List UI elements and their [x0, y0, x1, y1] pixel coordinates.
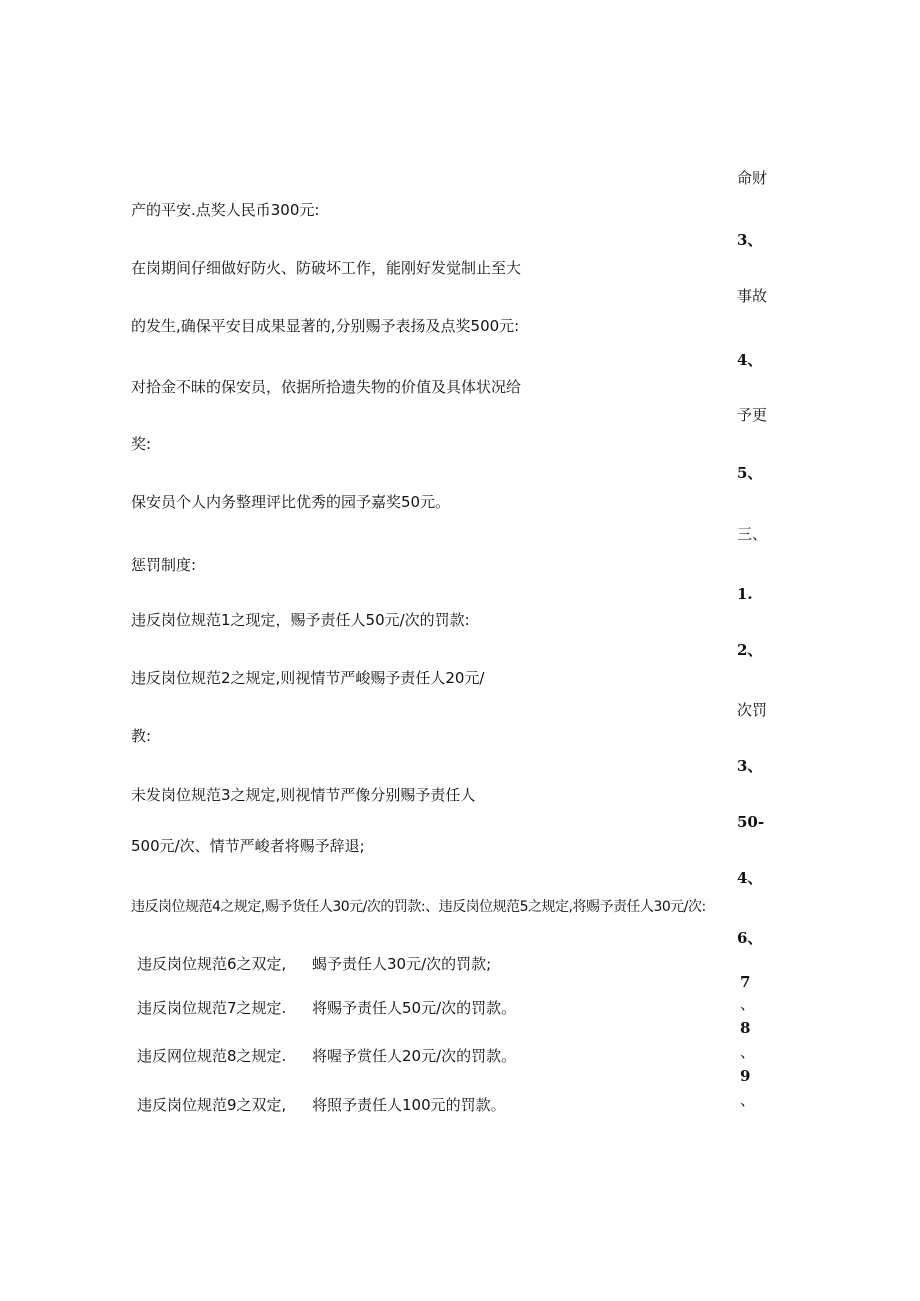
right-marker: 9 — [740, 1067, 751, 1085]
body-line: 违反岗位规范4之规定,赐予货任人30元/次的罚款:、违反岗位规范5之规定,将赐予责任人30元/次: — [131, 899, 706, 915]
right-marker: 3、 — [737, 231, 763, 249]
body-line: 教: — [131, 727, 152, 745]
body-line: 产的平安.点奖人民币300元: — [131, 201, 320, 219]
right-marker: 1. — [737, 585, 753, 603]
right-marker: 50- — [737, 813, 765, 831]
table-row-left: 违反岗位规范7之规定. — [137, 999, 287, 1017]
right-marker: 4、 — [737, 869, 763, 887]
body-line: 保安员个人内务整理评比优秀的园予嘉奖50元。 — [131, 493, 451, 511]
body-line: 未发岗位规范3之规定,则视情节严像分别赐予责任人 — [131, 786, 476, 804]
table-row-right: 将赐予责任人50元/次的罚款。 — [312, 999, 517, 1017]
table-row-right: 将照予责任人100元的罚款。 — [312, 1096, 506, 1114]
table-row-right: 将喔予赏任人20元/次的罚款。 — [312, 1047, 517, 1065]
right-marker: 事故 — [737, 287, 768, 305]
right-marker: 、 — [740, 1091, 756, 1109]
right-marker: 8 — [740, 1019, 751, 1037]
body-line: 在岗期间仔细做好防火、防破坏工作，能刚好发觉制止至大 — [131, 259, 522, 277]
right-marker: 4、 — [737, 351, 763, 369]
body-line: 的发生,确保平安目成果显著的,分别赐予表扬及点奖500元: — [131, 317, 520, 335]
table-row-right: 蝎予责任人30元/次的罚款; — [312, 955, 492, 973]
right-marker: 次罚 — [737, 701, 768, 719]
body-line: 违反岗位规范1之现定，赐予责任人50元/次的罚款: — [131, 611, 470, 629]
right-marker: 7 — [740, 973, 751, 991]
right-marker: 、 — [740, 995, 756, 1013]
body-line: 违反岗位规范2之规定,则视情节严峻赐予责任人20元/ — [131, 669, 485, 687]
right-marker: 2、 — [737, 641, 763, 659]
table-row-left: 违反网位规范8之规定. — [137, 1047, 287, 1065]
right-marker: 予更 — [737, 406, 768, 424]
right-marker: 、 — [740, 1043, 756, 1061]
right-marker: 5、 — [737, 464, 763, 482]
body-line: 惩罚制度: — [131, 556, 197, 574]
right-marker: 6、 — [737, 929, 763, 947]
table-row-left: 违反岗位规范9之双定, — [137, 1096, 287, 1114]
right-marker: 三、 — [737, 525, 768, 543]
body-line: 奖: — [131, 435, 152, 453]
body-line: 500元/次、情节严峻者将赐予辞退; — [131, 837, 365, 855]
body-line: 对拾金不昧的保安员，依据所拾遗失物的价值及具体状况给 — [131, 378, 522, 396]
right-marker: 3、 — [737, 757, 763, 775]
table-row-left: 违反岗位规范6之双定, — [137, 955, 287, 973]
right-marker: 命财 — [737, 169, 768, 187]
